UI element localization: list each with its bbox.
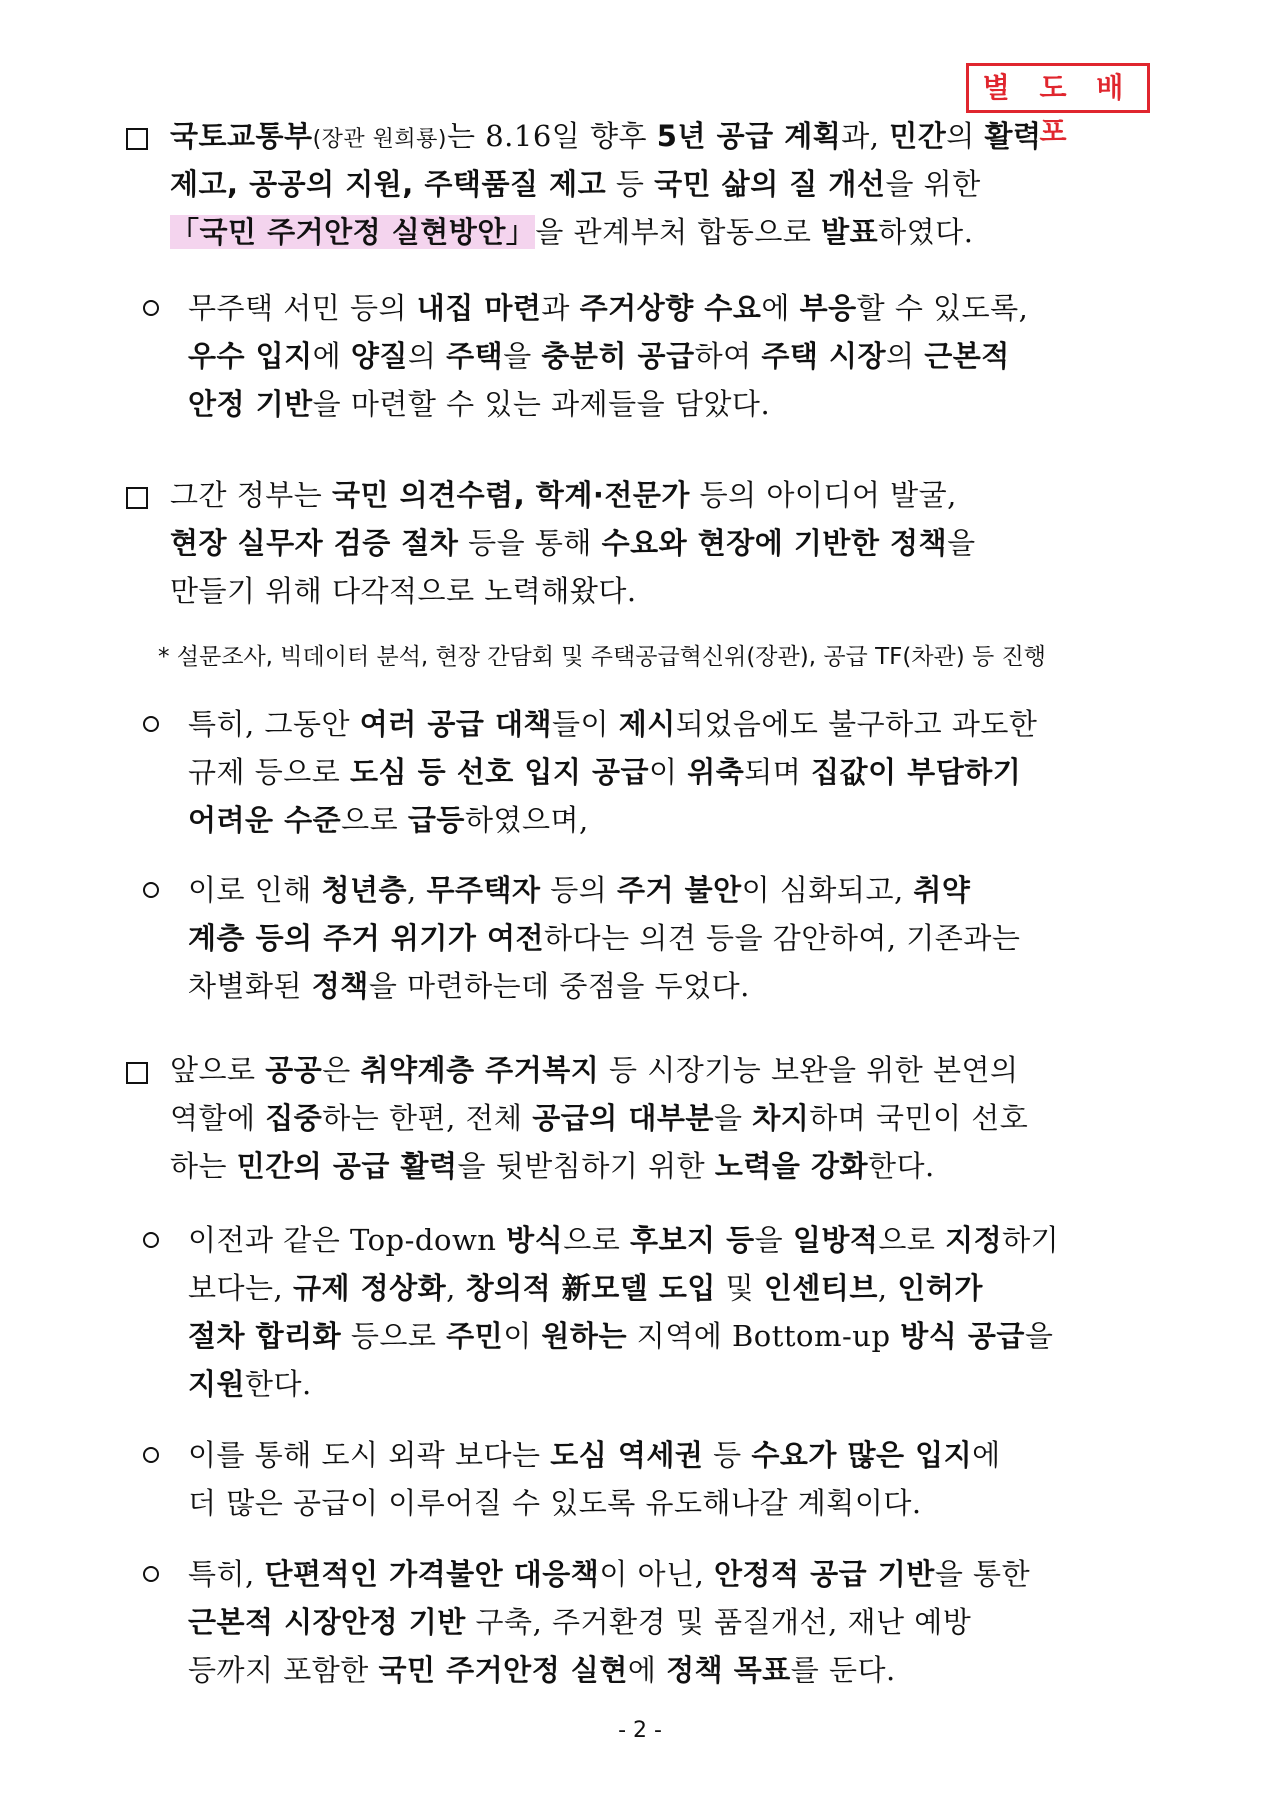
text: 부응 bbox=[799, 291, 857, 325]
text: 근본적 시장안정 기반 bbox=[188, 1605, 466, 1639]
text: 인센티브 bbox=[763, 1271, 878, 1305]
minister-paren: (장관 원희룡) bbox=[312, 127, 447, 152]
b5-line-1 bbox=[188, 1435, 1001, 1475]
text: 이전과 같은 Top-down bbox=[188, 1223, 507, 1257]
b4-line-1 bbox=[188, 1220, 1059, 1260]
text: 국민 주거안정 실현 bbox=[378, 1653, 628, 1687]
text: 단편적인 가격불안 대응책 bbox=[264, 1557, 600, 1591]
text: 하였다. bbox=[878, 215, 974, 249]
text: 주택 bbox=[446, 339, 504, 373]
b4-line-4 bbox=[188, 1364, 312, 1404]
text: 청년층 bbox=[321, 873, 408, 907]
text: 노력을 강화 bbox=[714, 1149, 868, 1183]
square-bullet-3 bbox=[126, 1062, 148, 1084]
text: 주택 시장 bbox=[761, 339, 886, 373]
text: 보다는, bbox=[188, 1271, 293, 1305]
text: 이 bbox=[503, 1319, 542, 1353]
text: 한다. bbox=[868, 1149, 935, 1183]
text: 절차 합리화 bbox=[188, 1319, 342, 1353]
square-bullet-1 bbox=[126, 128, 148, 150]
text: 정책 bbox=[311, 969, 369, 1003]
text: 하는 한편, 전체 bbox=[322, 1101, 533, 1135]
text: 집값이 부담하기 bbox=[811, 755, 1022, 789]
circle-bullet-5 bbox=[143, 1447, 159, 1463]
text: 특히, 그동안 bbox=[188, 707, 360, 741]
text: 되며 bbox=[744, 755, 812, 789]
text: 이로 인해 bbox=[188, 873, 322, 907]
text: 과, bbox=[841, 119, 890, 153]
text: 제시 bbox=[618, 707, 676, 741]
b4-line-2 bbox=[188, 1268, 983, 1308]
text: 안정적 공급 기반 bbox=[714, 1557, 935, 1591]
text: 공공 bbox=[265, 1053, 323, 1087]
text: 계층 등의 주거 위기가 여전 bbox=[188, 921, 545, 955]
s2-line-2 bbox=[170, 523, 976, 563]
text: 구축, 주거환경 및 품질개선, 재난 예방 bbox=[465, 1605, 972, 1639]
text: 을 bbox=[947, 526, 976, 560]
text: 주거상향 수요 bbox=[579, 291, 762, 325]
text: 방식 bbox=[506, 1223, 564, 1257]
b1-line-1 bbox=[188, 288, 1028, 328]
text: 등 bbox=[606, 167, 655, 201]
b1-line-3 bbox=[188, 384, 770, 424]
s3-line-1 bbox=[170, 1050, 1019, 1090]
text: 하다는 의견 등을 감안하여, 기존과는 bbox=[544, 921, 1021, 955]
b3-line-3 bbox=[188, 966, 750, 1006]
text: 취약 bbox=[913, 873, 971, 907]
text: 되었음에도 불구하고 과도한 bbox=[675, 707, 1038, 741]
b3-line-1 bbox=[188, 870, 970, 910]
text: 수요가 많은 입지 bbox=[751, 1438, 973, 1472]
text: 지역에 Bottom-up bbox=[626, 1319, 901, 1353]
text: 하며 국민이 선호 bbox=[809, 1101, 1029, 1135]
b6-line-1 bbox=[188, 1554, 1030, 1594]
s1-line-2 bbox=[170, 164, 981, 204]
s3-line-2 bbox=[170, 1098, 1028, 1138]
text: 등의 아이디어 발굴, bbox=[689, 478, 957, 512]
text: 현장 실무자 검증 절차 bbox=[170, 526, 459, 560]
text: 등으로 bbox=[341, 1319, 447, 1353]
text: 이 bbox=[649, 755, 688, 789]
text: 창의적 新모델 도입 bbox=[465, 1271, 716, 1305]
text: 하는 bbox=[170, 1149, 237, 1183]
text: 양질 bbox=[350, 339, 408, 373]
text: 내집 마련 bbox=[416, 291, 542, 325]
circle-bullet-2 bbox=[143, 716, 159, 732]
text: 을 bbox=[754, 1223, 793, 1257]
text: 특히, bbox=[188, 1557, 265, 1591]
text: 정책 목표 bbox=[666, 1653, 791, 1687]
text: 및 bbox=[715, 1271, 764, 1305]
text: 을 마련하는데 중점을 두었다. bbox=[368, 969, 750, 1003]
text: 과 bbox=[541, 291, 580, 325]
text: 일방적 bbox=[792, 1223, 879, 1257]
ministry-name: 국토교통부 bbox=[170, 119, 313, 153]
plan-title: 「국민 주거안정 실현방안」 bbox=[170, 215, 536, 249]
text: 의 bbox=[886, 339, 925, 373]
separate-distribution-badge: 별 도 배 포 bbox=[966, 63, 1150, 113]
text: 국민 의견수렴, 학계·전문가 bbox=[332, 478, 690, 512]
b2-line-1 bbox=[188, 704, 1037, 744]
text: 을 bbox=[503, 339, 542, 373]
text: 등까지 포함한 bbox=[188, 1653, 379, 1687]
text: 국민 삶의 질 개선 bbox=[654, 167, 886, 201]
text: 여러 공급 대책 bbox=[359, 707, 553, 741]
text: 을 위한 bbox=[885, 167, 981, 201]
text: 주거 불안 bbox=[617, 873, 742, 907]
text: 그간 정부는 bbox=[170, 478, 333, 512]
text: 에 bbox=[312, 339, 351, 373]
text: 을 bbox=[1024, 1319, 1054, 1353]
text: 집중 bbox=[265, 1101, 323, 1135]
text: 차지 bbox=[752, 1101, 810, 1135]
circle-bullet-1 bbox=[143, 300, 159, 316]
text: 들이 bbox=[552, 707, 619, 741]
text: 이 심화되고, bbox=[741, 873, 914, 907]
text: 하였으며, bbox=[464, 803, 589, 837]
circle-bullet-4 bbox=[143, 1232, 159, 1248]
text: 무주택 서민 등의 bbox=[188, 291, 417, 325]
text: 앞으로 bbox=[170, 1053, 266, 1087]
text: 는 8.16일 향후 bbox=[447, 119, 657, 153]
text: 도심 등 선호 입지 공급 bbox=[350, 755, 650, 789]
b6-line-2 bbox=[188, 1602, 971, 1642]
text: 역할에 bbox=[170, 1101, 266, 1135]
text: 민간 bbox=[889, 119, 947, 153]
text: 발표 bbox=[821, 215, 879, 249]
text: 를 둔다. bbox=[790, 1653, 896, 1687]
text: 을 뒷받침하기 위한 bbox=[457, 1149, 715, 1183]
text: 의 bbox=[407, 339, 447, 373]
s3-line-3 bbox=[170, 1146, 935, 1186]
text: 한다. bbox=[245, 1367, 312, 1401]
text: 을 관계부처 합동으로 bbox=[535, 215, 822, 249]
b2-line-2 bbox=[188, 752, 1021, 792]
text: 활력 bbox=[984, 119, 1042, 153]
b1-line-2 bbox=[188, 336, 1010, 376]
text: 을 마련할 수 있는 과제들을 담았다. bbox=[312, 387, 771, 421]
text: 충분히 공급 bbox=[541, 339, 695, 373]
text: 규제 정상화 bbox=[292, 1271, 447, 1305]
text: 우수 입지 bbox=[188, 339, 313, 373]
text: 급등 bbox=[407, 803, 465, 837]
text: 안정 기반 bbox=[188, 387, 313, 421]
text: 하여 bbox=[694, 339, 762, 373]
text: 에 bbox=[761, 291, 800, 325]
text: 원하는 bbox=[541, 1319, 627, 1353]
s2-line-3: 만들기 위해 다각적으로 노력해왔다. bbox=[170, 574, 637, 608]
text: 하기 bbox=[1002, 1223, 1060, 1257]
text: 방식 공급 bbox=[900, 1319, 1025, 1353]
text: 무주택자 bbox=[426, 873, 541, 907]
square-bullet-2 bbox=[126, 487, 148, 509]
page-number: - 2 - bbox=[618, 1718, 662, 1743]
text: 의 bbox=[946, 119, 985, 153]
text: , bbox=[407, 873, 427, 907]
text: 주민 bbox=[446, 1319, 504, 1353]
text: 취약계층 주거복지 bbox=[360, 1053, 600, 1087]
circle-bullet-3 bbox=[143, 882, 159, 898]
text: , bbox=[446, 1271, 466, 1305]
s1-line-3 bbox=[170, 212, 973, 252]
b4-line-3 bbox=[188, 1316, 1053, 1356]
text: 등 시장기능 보완을 위한 본연의 bbox=[599, 1053, 1019, 1087]
text: 등을 통해 bbox=[458, 526, 602, 560]
text: 을 통한 bbox=[934, 1557, 1031, 1591]
text: 지정 bbox=[945, 1223, 1003, 1257]
text: 이 아닌, bbox=[599, 1557, 715, 1591]
text: 으로 bbox=[341, 803, 408, 837]
text: 위축 bbox=[687, 755, 745, 789]
text: 은 bbox=[322, 1053, 361, 1087]
b3-line-2 bbox=[188, 918, 1020, 958]
circle-bullet-6 bbox=[143, 1566, 159, 1582]
text: 지원 bbox=[188, 1367, 246, 1401]
s1-line-1 bbox=[170, 116, 1150, 160]
text: 후보지 등 bbox=[629, 1223, 755, 1257]
text: 5년 공급 계획 bbox=[656, 119, 842, 153]
text: 할 수 있도록, bbox=[856, 291, 1029, 325]
text: 에 bbox=[627, 1653, 667, 1687]
text: 으로 bbox=[563, 1223, 630, 1257]
text: 으로 bbox=[878, 1223, 946, 1257]
text: 규제 등으로 bbox=[188, 755, 351, 789]
text: 이를 통해 도시 외곽 보다는 bbox=[188, 1438, 551, 1472]
text: 민간의 공급 활력 bbox=[236, 1149, 458, 1183]
text: 어려운 수준 bbox=[188, 803, 342, 837]
text: 근본적 bbox=[924, 339, 1010, 373]
text: 수요와 현장에 기반한 정책 bbox=[601, 526, 948, 560]
text: 등의 bbox=[540, 873, 618, 907]
footnote: * 설문조사, 빅데이터 분석, 현장 간담회 및 주택공급혁신위(장관), 공급 TF(차관) 등 진행 bbox=[158, 644, 1047, 670]
text: 등 bbox=[703, 1438, 752, 1472]
text: 인허가 bbox=[897, 1271, 983, 1305]
text: 에 bbox=[972, 1438, 1001, 1472]
text: 을 bbox=[713, 1101, 753, 1135]
text: 도심 역세권 bbox=[550, 1438, 704, 1472]
text: , bbox=[877, 1271, 898, 1305]
text: 공급의 대부분 bbox=[532, 1101, 714, 1135]
b5-line-2: 더 많은 공급이 이루어질 수 있도록 유도해나갈 계획이다. bbox=[188, 1486, 922, 1520]
text: 제고, 공공의 지원, 주택품질 제고 bbox=[170, 167, 607, 201]
s2-line-1 bbox=[170, 475, 957, 515]
b2-line-3 bbox=[188, 800, 589, 840]
b6-line-3 bbox=[188, 1650, 896, 1690]
text: 차별화된 bbox=[188, 969, 312, 1003]
